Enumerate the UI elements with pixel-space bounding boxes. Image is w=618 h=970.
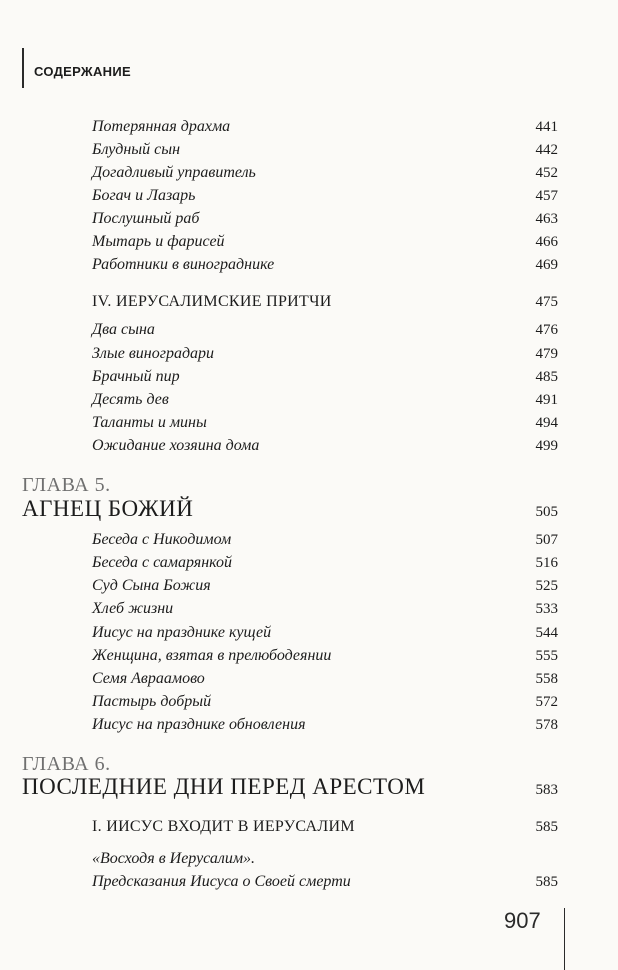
- toc-entry-title: Предсказания Иисуса о Своей смерти: [92, 873, 351, 890]
- toc-entry[interactable]: [92, 414, 558, 436]
- toc-entry[interactable]: [92, 624, 558, 646]
- toc-entry[interactable]: [92, 577, 558, 599]
- toc-entry[interactable]: [92, 531, 558, 553]
- toc-section-heading[interactable]: [92, 293, 558, 315]
- toc-entry[interactable]: [92, 368, 558, 390]
- toc-entry-title: Хлеб жизни: [92, 600, 174, 617]
- toc-entry-title: Послушный раб: [92, 210, 200, 227]
- chapter-6-label: ГЛАВА 6.: [22, 753, 111, 775]
- toc-entry-page: 491: [535, 392, 558, 408]
- toc-entry[interactable]: [92, 554, 558, 576]
- toc-entry-page: 555: [535, 648, 558, 664]
- chapter-5-page: 505: [535, 504, 558, 520]
- toc-entry-page: 544: [535, 625, 558, 641]
- toc-entry-title: Работники в винограднике: [92, 256, 275, 273]
- toc-entry-page: 476: [535, 322, 558, 338]
- toc-entry-title: Беседа с самарянкой: [92, 554, 233, 571]
- toc-entry-title: Десять дев: [92, 391, 169, 408]
- section-title: I. ИИСУС ВХОДИТ В ИЕРУСАЛИМ: [92, 818, 355, 835]
- chapter-6-page: 583: [535, 782, 558, 798]
- page-number: 907: [504, 908, 541, 933]
- toc-entry-title: Блудный сын: [92, 141, 180, 158]
- chapter-5-title: АГНЕЦ БОЖИЙ: [22, 496, 194, 521]
- toc-entry[interactable]: [92, 391, 558, 413]
- toc-entry-title: Богач и Лазарь: [92, 187, 196, 204]
- toc-entry-page: 479: [535, 346, 558, 362]
- toc-entry-page: 516: [535, 555, 558, 571]
- toc-entry[interactable]: [92, 693, 558, 715]
- toc-entry-title: Таланты и мины: [92, 414, 207, 431]
- toc-entry-page: 441: [535, 119, 558, 135]
- toc-entry-page: 442: [535, 142, 558, 158]
- toc-entry[interactable]: [92, 210, 558, 232]
- toc-entry-title: Иисус на празднике обновления: [92, 716, 306, 733]
- toc-entry[interactable]: [92, 850, 558, 872]
- toc-entry[interactable]: [92, 256, 558, 278]
- toc-entry-page: 485: [535, 369, 558, 385]
- toc-entry[interactable]: [92, 187, 558, 209]
- toc-entry-title: Ожидание хозяина дома: [92, 437, 260, 454]
- toc-entry[interactable]: [92, 233, 558, 255]
- chapter-6-heading[interactable]: [22, 774, 558, 800]
- toc-entry-title: Суд Сына Божия: [92, 577, 211, 594]
- toc-entry-page: 463: [535, 211, 558, 227]
- toc-entry-title: «Восходя в Иерусалим».: [92, 850, 256, 867]
- toc-entry[interactable]: [92, 321, 558, 343]
- toc-entry[interactable]: [92, 118, 558, 140]
- toc-entry[interactable]: [92, 716, 558, 738]
- toc-entry[interactable]: [92, 141, 558, 163]
- toc-entry[interactable]: [92, 647, 558, 669]
- toc-entry-page: 578: [535, 717, 558, 733]
- toc-entry-page: 585: [535, 874, 558, 890]
- toc-entry-title: Семя Авраамово: [92, 670, 205, 687]
- toc-entry[interactable]: [92, 873, 558, 895]
- chapter-6-title: ПОСЛЕДНИЕ ДНИ ПЕРЕД АРЕСТОМ: [22, 774, 426, 799]
- toc-entry-title: Злые виноградари: [92, 345, 215, 362]
- toc-entry-title: Догадливый управитель: [92, 164, 256, 181]
- chapter-5-label: ГЛАВА 5.: [22, 474, 111, 496]
- toc-entry[interactable]: [92, 600, 558, 622]
- section-title: IV. ИЕРУСАЛИМСКИЕ ПРИТЧИ: [92, 293, 332, 310]
- section-page: 585: [535, 819, 558, 835]
- toc-entry[interactable]: [92, 164, 558, 186]
- page-header: СОДЕРЖАНИЕ: [34, 64, 131, 79]
- toc-entry[interactable]: [92, 345, 558, 367]
- toc-entry-page: 494: [535, 415, 558, 431]
- toc-entry-title: Потерянная драхма: [92, 118, 231, 135]
- toc-entry-page: 533: [535, 601, 558, 617]
- toc-entry-title: Брачный пир: [92, 368, 180, 385]
- toc-entry-page: 507: [535, 532, 558, 548]
- toc-entry-title: Беседа с Никодимом: [92, 531, 232, 548]
- toc-entry-page: 457: [535, 188, 558, 204]
- toc-entry-page: 572: [535, 694, 558, 710]
- footer-rule: [564, 908, 565, 970]
- toc-entry-page: 452: [535, 165, 558, 181]
- toc-entry-title: Мытарь и фарисей: [92, 233, 225, 250]
- toc-section-heading[interactable]: [92, 818, 558, 840]
- toc-entry[interactable]: [92, 437, 558, 459]
- toc-entry-title: Пастырь добрый: [92, 693, 212, 710]
- chapter-5-heading[interactable]: [22, 496, 558, 522]
- toc-entry-title: Иисус на празднике кущей: [92, 624, 272, 641]
- toc-entry-page: 525: [535, 578, 558, 594]
- toc-entry-title: Два сына: [92, 321, 155, 338]
- toc-entry-page: 466: [535, 234, 558, 250]
- toc-entry-page: 558: [535, 671, 558, 687]
- section-page: 475: [535, 294, 558, 310]
- toc-entry-page: 469: [535, 257, 558, 273]
- toc-entry[interactable]: [92, 670, 558, 692]
- toc-entry-title: Женщина, взятая в прелюбодеянии: [92, 647, 332, 664]
- toc-entry-page: 499: [535, 438, 558, 454]
